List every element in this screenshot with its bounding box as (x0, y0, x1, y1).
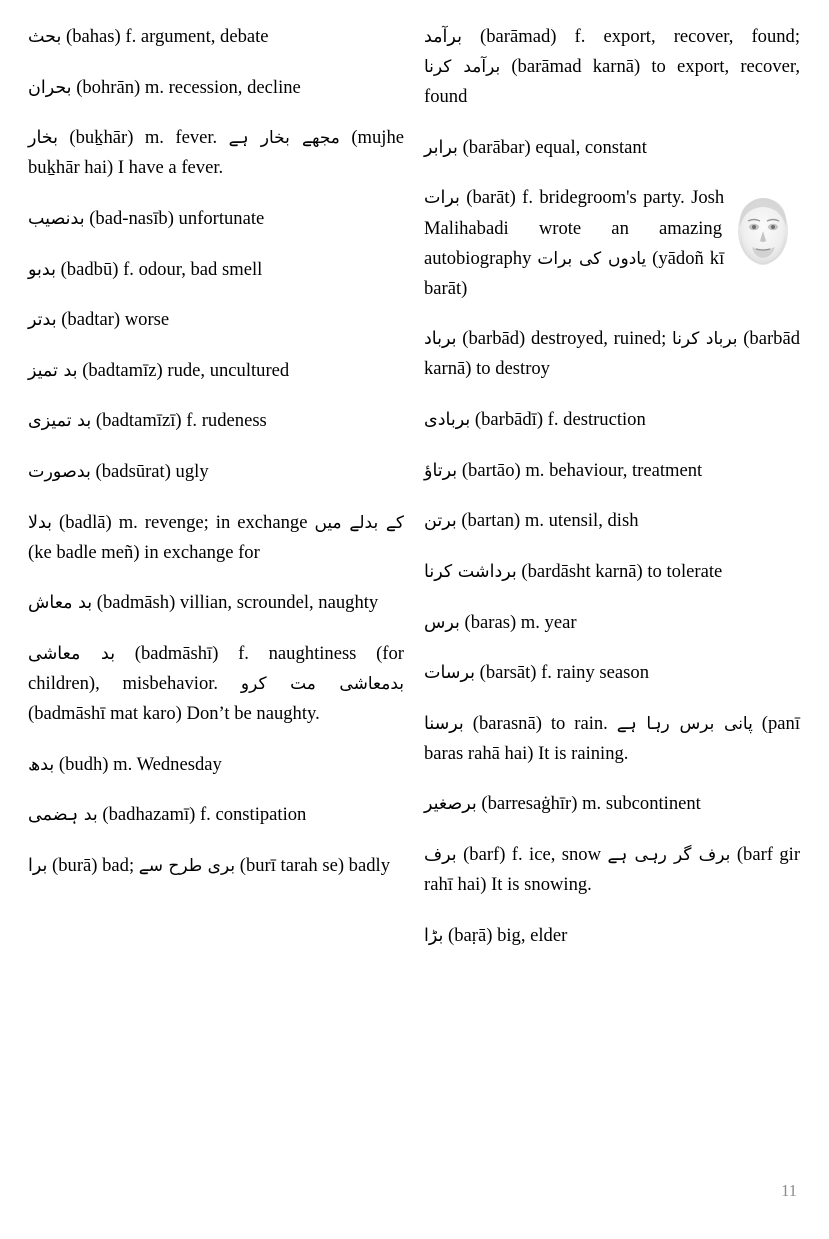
entry-example-translation: (ke badle meñ) in exchange for (28, 541, 260, 563)
dictionary-entry-barasna (424, 709, 800, 769)
headword-urdu: بد تمیز (28, 360, 78, 381)
entry-example-translation: (burī tarah se) badly (235, 854, 390, 876)
headword-urdu: بڑا (424, 925, 444, 946)
dictionary-entry-bartan (424, 506, 800, 536)
entry-example-urdu: کے بدلے میں (314, 512, 404, 533)
entry-definition: (barresaġhīr) m. subcontinent (476, 793, 701, 815)
entry-definition: (buḵhār) m. fever. (57, 127, 229, 149)
dictionary-entry-barbadi (424, 405, 800, 435)
dictionary-entry-badhazami (28, 800, 404, 830)
headword-urdu: بدھ (28, 754, 55, 775)
entry-definition: (badtamīzī) f. rudeness (91, 410, 267, 432)
dictionary-entry-barat (424, 183, 800, 303)
entry-definition: (barāt) f. bridegroom's party. Josh Malihabadi wrote an amazing autobiography (424, 187, 725, 269)
entry-definition: (badsūrat) ugly (90, 460, 209, 482)
entry-definition: (bartāo) m. behaviour, treatment (457, 459, 703, 481)
entry-definition: (barbādī) f. destruction (470, 409, 646, 431)
headword-urdu: بد تمیزی (28, 411, 92, 432)
headword-urdu: بحران (28, 77, 72, 98)
left-column (28, 22, 404, 1142)
josh-malihabadi-portrait-image (732, 187, 794, 271)
headword-urdu: بدبو (28, 259, 56, 280)
entry-example-urdu: مجھے بخار ہے (228, 128, 340, 149)
entry-example-translation: (mujhe buḵhār hai) I have a fever. (28, 127, 405, 179)
entry-example-translation: (barf gir rahī hai) It is snowing. (424, 844, 801, 896)
entry-definition: (badtar) worse (56, 309, 170, 331)
dictionary-entry-baramad (424, 22, 800, 112)
dictionary-entry-badbu (28, 255, 404, 285)
dictionary-entry-bahas (28, 22, 404, 52)
headword-urdu: برف (424, 845, 457, 866)
entry-example-urdu: برف گر رہی ہے (607, 845, 731, 866)
dictionary-entry-badtamiz (28, 356, 404, 386)
headword-urdu: برآمد (424, 27, 462, 47)
headword-urdu: بخار (28, 128, 58, 149)
entry-definition: (barābar) equal, constant (457, 136, 647, 158)
entry-example-translation: (yādoñ kī barāt) (424, 247, 725, 299)
right-column (424, 22, 800, 1142)
dictionary-entry-barbad (424, 324, 800, 384)
entry-example-translation: (barāmad karnā) to export, recover, found (424, 56, 800, 108)
two-column-body (28, 22, 800, 1142)
entry-definition: (bohrān) m. recession, decline (71, 76, 301, 98)
entry-definition: (badhazamī) f. constipation (97, 804, 307, 826)
headword-urdu: بدلا (28, 512, 53, 533)
entry-definition: (barbād) destroyed, ruined; (456, 328, 673, 350)
headword-urdu: بد معاشی (28, 643, 116, 664)
entry-example-urdu: بری طرح سے (138, 855, 236, 876)
entry-definition: (bartan) m. utensil, dish (456, 510, 639, 532)
entry-example-urdu: برآمد کرنا (424, 57, 501, 78)
headword-urdu: برصغیر (424, 794, 477, 815)
entry-example-translation: (badmāshī mat karo) Don’t be naughty. (28, 703, 320, 725)
dictionary-entry-badmash (28, 588, 404, 618)
entry-definition: (badtamīz) rude, uncultured (77, 359, 290, 381)
dictionary-entry-baras (424, 608, 800, 638)
headword-urdu: برباد (424, 329, 457, 350)
dictionary-entry-barsat (424, 658, 800, 688)
dictionary-entry-badtar (28, 305, 404, 335)
entry-example-urdu: پانی برس رہا ہے (616, 713, 753, 734)
headword-urdu: بد ہضمی (28, 805, 98, 826)
dictionary-entry-barabar (424, 133, 800, 163)
entry-definition: (badbū) f. odour, bad smell (55, 258, 263, 280)
entry-definition: (bad-nasīb) unfortunate (84, 207, 265, 229)
headword-urdu: بربادی (424, 410, 471, 431)
entry-definition: (bardāsht karnā) to tolerate (516, 560, 723, 582)
headword-urdu: برتن (424, 511, 457, 532)
entry-definition: (barsāt) f. rainy season (475, 662, 649, 684)
headword-urdu: برابر (424, 137, 458, 158)
headword-urdu: برتاؤ (424, 460, 458, 481)
headword-urdu: بحث (28, 27, 62, 47)
headword-urdu: برات (424, 188, 460, 209)
headword-urdu: برداشت کرنا (424, 561, 517, 582)
entry-definition: (badmāsh) villian, scroundel, naughty (92, 592, 379, 614)
headword-urdu: بدنصیب (28, 208, 85, 229)
dictionary-entry-budh (28, 750, 404, 780)
entry-definition: (baṛā) big, elder (443, 924, 568, 946)
dictionary-entry-barresaghir (424, 789, 800, 819)
entry-example-translation: (panī baras rahā hai) It is raining. (424, 712, 800, 764)
entry-definition: (barasnā) to rain. (463, 712, 617, 734)
entry-example-translation: (barbād karnā) to destroy (424, 328, 800, 380)
dictionary-entry-bukhar (28, 123, 404, 183)
dictionary-entry-bara (424, 921, 800, 951)
headword-urdu: برسنا (424, 713, 464, 734)
entry-definition: (barāmad) f. export, recover, found; (461, 26, 800, 47)
entry-example-urdu: بدمعاشی مت کرو (240, 674, 404, 695)
entry-definition: (barf) f. ice, snow (456, 844, 608, 866)
entry-definition: (badmāshī) f. naughtiness (for children), misbehavior. (28, 642, 404, 695)
dictionary-entry-bohran (28, 73, 404, 103)
dictionary-entry-bura (28, 851, 404, 881)
entry-definition: (baras) m. year (459, 611, 577, 633)
entry-example-urdu: برباد کرنا (672, 329, 738, 350)
headword-urdu: برا (28, 855, 48, 876)
dictionary-entry-badtamizi (28, 406, 404, 436)
entry-definition: (budh) m. Wednesday (54, 753, 222, 775)
headword-urdu: بد معاش (28, 593, 93, 614)
entry-definition: (bahas) f. argument, debate (61, 26, 269, 47)
headword-urdu: بدصورت (28, 461, 91, 482)
entry-definition: (badlā) m. revenge; in exchange (52, 511, 315, 533)
dictionary-entry-bartao (424, 456, 800, 486)
page-number: 11 (781, 1181, 797, 1200)
dictionary-entry-barf (424, 840, 800, 900)
entry-definition: (burā) bad; (47, 854, 139, 876)
dictionary-entry-badsurat (28, 457, 404, 487)
dictionary-entry-badla (28, 508, 404, 568)
dictionary-entry-bardasht-karna (424, 557, 800, 587)
headword-urdu: برس (424, 612, 460, 633)
dictionary-entry-bad-nasib (28, 204, 404, 234)
dictionary-entry-badmashi (28, 639, 404, 729)
headword-urdu: بدتر (28, 310, 57, 331)
entry-example-urdu: یادوں کی برات (537, 248, 647, 269)
headword-urdu: برسات (424, 663, 475, 684)
